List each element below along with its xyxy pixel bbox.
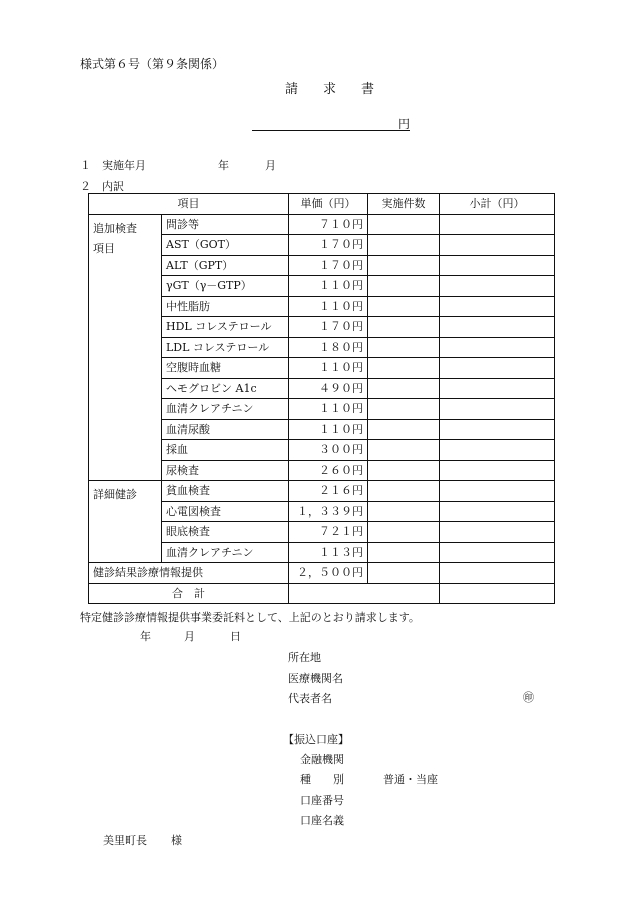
- item-name: HDL コレステロール: [162, 317, 289, 338]
- subtotal-cell[interactable]: [440, 501, 555, 522]
- item-name: ヘモグロビン A1c: [162, 378, 289, 399]
- item-price: ７１０円: [289, 214, 368, 235]
- item-price: １７０円: [289, 235, 368, 256]
- item-name: 健診結果診療情報提供: [89, 563, 289, 584]
- total-cell[interactable]: [440, 583, 555, 604]
- day-label: 日: [230, 630, 241, 643]
- honorific: 様: [171, 834, 182, 847]
- subtotal-cell[interactable]: [440, 399, 555, 420]
- count-cell[interactable]: [368, 522, 440, 543]
- total-row: [89, 583, 555, 604]
- section-number: １: [80, 159, 91, 172]
- item-price: ３００円: [289, 440, 368, 461]
- table-row: [89, 481, 555, 502]
- count-cell[interactable]: [368, 296, 440, 317]
- count-cell[interactable]: [368, 481, 440, 502]
- count-cell[interactable]: [368, 460, 440, 481]
- category-label: 項目: [93, 241, 115, 255]
- amount-unit: 円: [398, 117, 411, 131]
- subtotal-cell[interactable]: [440, 563, 555, 584]
- item-price: １８０円: [289, 337, 368, 358]
- subtotal-cell[interactable]: [440, 460, 555, 481]
- item-name: AST（GOT）: [162, 235, 289, 256]
- amount-field[interactable]: [252, 114, 410, 131]
- item-price: １１０円: [289, 399, 368, 420]
- item-price: ２１６円: [289, 481, 368, 502]
- subtotal-cell[interactable]: [440, 440, 555, 461]
- count-cell[interactable]: [368, 255, 440, 276]
- count-cell[interactable]: [368, 214, 440, 235]
- item-price: １７０円: [289, 317, 368, 338]
- account-type-label: 種 別: [300, 773, 344, 786]
- addressee-name: 美里町長: [103, 834, 147, 847]
- subtotal-cell[interactable]: [440, 419, 555, 440]
- item-price: １７０円: [289, 255, 368, 276]
- month-label: 月: [184, 630, 195, 643]
- item-price: ７２１円: [289, 522, 368, 543]
- category-label: 追加検査: [93, 221, 137, 235]
- table-row: [89, 563, 555, 584]
- subtotal-cell[interactable]: [440, 337, 555, 358]
- count-cell[interactable]: [368, 399, 440, 420]
- subtotal-cell[interactable]: [440, 358, 555, 379]
- subtotal-cell[interactable]: [440, 296, 555, 317]
- item-price: ４９０円: [289, 378, 368, 399]
- seal-mark: ㊞: [523, 691, 534, 704]
- subtotal-cell[interactable]: [440, 481, 555, 502]
- subtotal-cell[interactable]: [440, 317, 555, 338]
- subtotal-cell[interactable]: [440, 542, 555, 563]
- total-label: 合 計: [89, 583, 289, 604]
- count-cell[interactable]: [368, 542, 440, 563]
- header-count: 実施件数: [368, 194, 440, 215]
- title-char: 求: [323, 82, 337, 97]
- institution-label: 医療機関名: [288, 672, 343, 685]
- title-char: 書: [361, 82, 375, 97]
- subtotal-cell[interactable]: [440, 214, 555, 235]
- item-price: ２６０円: [289, 460, 368, 481]
- breakdown-heading: [80, 178, 124, 194]
- count-cell[interactable]: [368, 419, 440, 440]
- item-name: ALT（GPT）: [162, 255, 289, 276]
- header-unit-price: 単価（円）: [289, 194, 368, 215]
- item-name: 問診等: [162, 214, 289, 235]
- header-subtotal: 小計（円）: [440, 194, 555, 215]
- item-name: 中性脂肪: [162, 296, 289, 317]
- count-cell[interactable]: [368, 337, 440, 358]
- representative-label: 代表者名: [288, 692, 332, 705]
- count-cell[interactable]: [368, 358, 440, 379]
- count-cell[interactable]: [368, 440, 440, 461]
- item-name: 採血: [162, 440, 289, 461]
- bank-account-heading: 【振込口座】: [283, 733, 349, 746]
- breakdown-table: [88, 193, 555, 604]
- table-header-row: [89, 194, 555, 215]
- item-name: 貧血検査: [162, 481, 289, 502]
- account-type-value: 普通・当座: [383, 773, 438, 786]
- item-name: 眼底検査: [162, 522, 289, 543]
- header-item: 項目: [89, 194, 289, 215]
- request-statement: 特定健診診療情報提供事業委託料として、上記のとおり請求します。: [80, 611, 420, 624]
- item-price: ２，５００円: [289, 563, 368, 584]
- section-number: ２: [80, 180, 91, 193]
- subtotal-cell[interactable]: [440, 255, 555, 276]
- subtotal-cell[interactable]: [440, 378, 555, 399]
- item-name: 尿検査: [162, 460, 289, 481]
- item-price: １１３円: [289, 542, 368, 563]
- item-price: １１０円: [289, 276, 368, 297]
- implementation-date-row: [80, 157, 276, 173]
- subtotal-cell[interactable]: [440, 235, 555, 256]
- subtotal-cell[interactable]: [440, 522, 555, 543]
- account-number-label: 口座番号: [300, 794, 344, 807]
- category-detailed: [89, 481, 162, 563]
- category-additional: [89, 214, 162, 481]
- subtotal-cell[interactable]: [440, 276, 555, 297]
- item-name: 空腹時血糖: [162, 358, 289, 379]
- count-cell[interactable]: [368, 563, 440, 584]
- bank-name-label: 金融機関: [300, 753, 344, 766]
- address-label: 所在地: [288, 651, 321, 664]
- item-name: 血清尿酸: [162, 419, 289, 440]
- month-label: 月: [265, 159, 276, 172]
- item-name: γGT（γ－GTP）: [162, 276, 289, 297]
- category-label: 詳細健診: [93, 488, 137, 501]
- table-row: [89, 214, 555, 235]
- count-cell[interactable]: [368, 276, 440, 297]
- item-price: １１０円: [289, 296, 368, 317]
- title-char: 請: [285, 82, 299, 97]
- item-price: １１０円: [289, 358, 368, 379]
- count-cell[interactable]: [368, 317, 440, 338]
- total-blank: [289, 583, 440, 604]
- count-cell[interactable]: [368, 378, 440, 399]
- page-title: [285, 78, 399, 97]
- account-name-label: 口座名義: [300, 814, 344, 827]
- count-cell[interactable]: [368, 501, 440, 522]
- form-number: 様式第６号（第９条関係）: [80, 57, 225, 71]
- item-name: 心電図検査: [162, 501, 289, 522]
- count-cell[interactable]: [368, 235, 440, 256]
- item-name: 血清クレアチニン: [162, 542, 289, 563]
- item-name: 血清クレアチニン: [162, 399, 289, 420]
- breakdown-label: 内訳: [102, 180, 124, 193]
- item-name: LDL コレステロール: [162, 337, 289, 358]
- year-label: 年: [218, 159, 229, 172]
- year-label: 年: [140, 630, 151, 643]
- addressee: [103, 832, 182, 848]
- item-price: １，３３９円: [289, 501, 368, 522]
- implementation-date-label: 実施年月: [102, 159, 146, 172]
- item-price: １１０円: [289, 419, 368, 440]
